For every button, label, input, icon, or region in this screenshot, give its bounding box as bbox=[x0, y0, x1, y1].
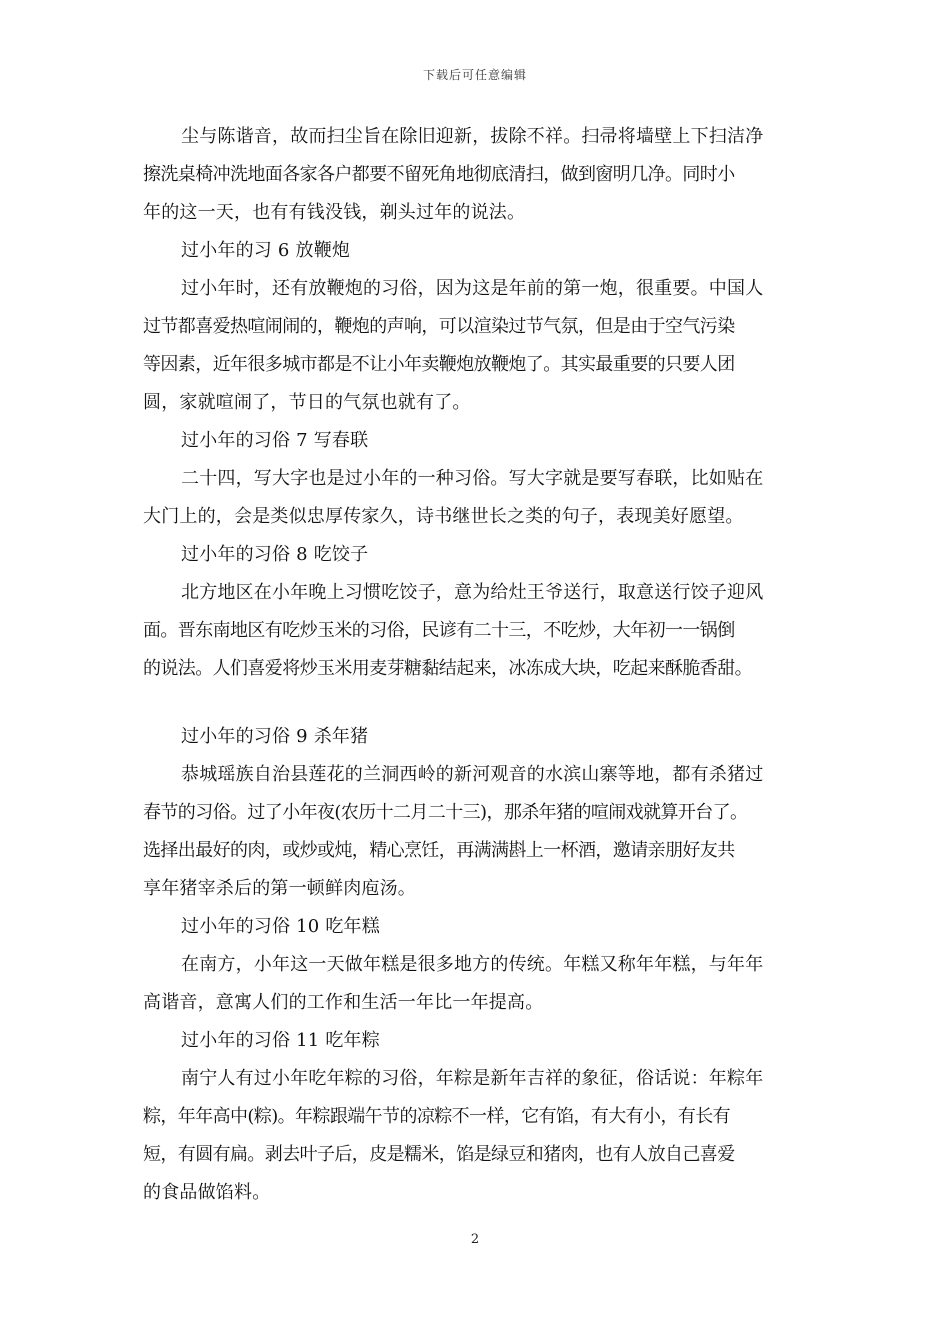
paragraph-line: 恭城瑶族自治县莲花的兰洞西岭的新河观音的水滨山寨等地，都有杀猪过 bbox=[181, 764, 764, 785]
paragraph-line: 享年猪宰杀后的第一顿鲜肉庖汤。 bbox=[143, 878, 416, 899]
paragraph-line: 北方地区在小年晚上习惯吃饺子，意为给灶王爷送行，取意送行饺子迎风 bbox=[181, 582, 764, 603]
paragraph-line: 大门上的，会是类似忠厚传家久，诗书继世长之类的句子，表现美好愿望。 bbox=[143, 506, 744, 527]
page-number: 2 bbox=[470, 1232, 480, 1247]
document-body bbox=[143, 118, 811, 1212]
paragraph-line: 过小年时，还有放鞭炮的习俗，因为这是年前的第一炮，很重要。中国人 bbox=[181, 278, 764, 299]
paragraph-line: 短，有圆有扁。剥去叶子后，皮是糯米，馅是绿豆和猪肉，也有人放自己喜爱 bbox=[143, 1144, 735, 1165]
paragraph-line: 高谐音，意寓人们的工作和生活一年比一年提高。 bbox=[143, 992, 544, 1013]
paragraph-line: 年的这一天，也有有钱没钱，剃头过年的说法。 bbox=[143, 202, 526, 223]
paragraph-line: 春节的习俗。过了小年夜(农历十二月二十三)，那杀年猪的喧闹戏就算开台了。 bbox=[143, 802, 748, 823]
paragraph-line: 擦洗桌椅冲洗地面各家各户都要不留死角地彻底清扫，做到窗明几净。同时小 bbox=[143, 164, 735, 185]
section-heading: 过小年的习俗 7 写春联 bbox=[181, 430, 369, 451]
paragraph-line: 二十四，写大字也是过小年的一种习俗。写大字就是要写春联，比如贴在 bbox=[181, 468, 764, 489]
paragraph-line: 的说法。人们喜爱将炒玉米用麦芽糖黏结起来，冰冻成大块，吃起来酥脆香甜。 bbox=[143, 658, 752, 679]
section-heading: 过小年的习俗 9 杀年猪 bbox=[181, 726, 369, 747]
section-heading: 过小年的习 6 放鞭炮 bbox=[181, 240, 351, 261]
section-heading: 过小年的习俗 8 吃饺子 bbox=[181, 544, 369, 565]
paragraph-line: 南宁人有过小年吃年粽的习俗，年粽是新年吉祥的象征，俗话说：年粽年 bbox=[181, 1068, 764, 1089]
paragraph-line: 在南方，小年这一天做年糕是很多地方的传统。年糕又称年年糕，与年年 bbox=[181, 954, 764, 975]
paragraph-line: 的食品做馅料。 bbox=[143, 1182, 271, 1203]
paragraph-line: 尘与陈谐音，故而扫尘旨在除旧迎新，拔除不祥。扫帚将墙壁上下扫洁净 bbox=[181, 126, 764, 147]
section-heading: 过小年的习俗 11 吃年粽 bbox=[181, 1030, 380, 1051]
section-heading: 过小年的习俗 10 吃年糕 bbox=[181, 916, 380, 937]
paragraph-line: 面。晋东南地区有吃炒玉米的习俗，民谚有二十三，不吃炒，大年初一一锅倒 bbox=[143, 620, 735, 641]
paragraph-gap bbox=[143, 688, 811, 718]
paragraph-line: 等因素，近年很多城市都是不让小年卖鞭炮放鞭炮了。其实最重要的只要人团 bbox=[143, 354, 735, 375]
page-header: 下载后可任意编辑 bbox=[422, 68, 527, 82]
paragraph-line: 过节都喜爱热喧闹闹的，鞭炮的声响，可以渲染过节气氛，但是由于空气污染 bbox=[143, 316, 735, 337]
paragraph-line: 圆，家就喧闹了，节日的气氛也就有了。 bbox=[143, 392, 471, 413]
paragraph-line: 选择出最好的肉，或炒或炖，精心烹饪，再满满斟上一杯酒，邀请亲朋好友共 bbox=[143, 840, 735, 861]
paragraph-line: 粽，年年高中(粽)。年粽跟端午节的凉粽不一样，它有馅，有大有小，有长有 bbox=[143, 1106, 731, 1127]
